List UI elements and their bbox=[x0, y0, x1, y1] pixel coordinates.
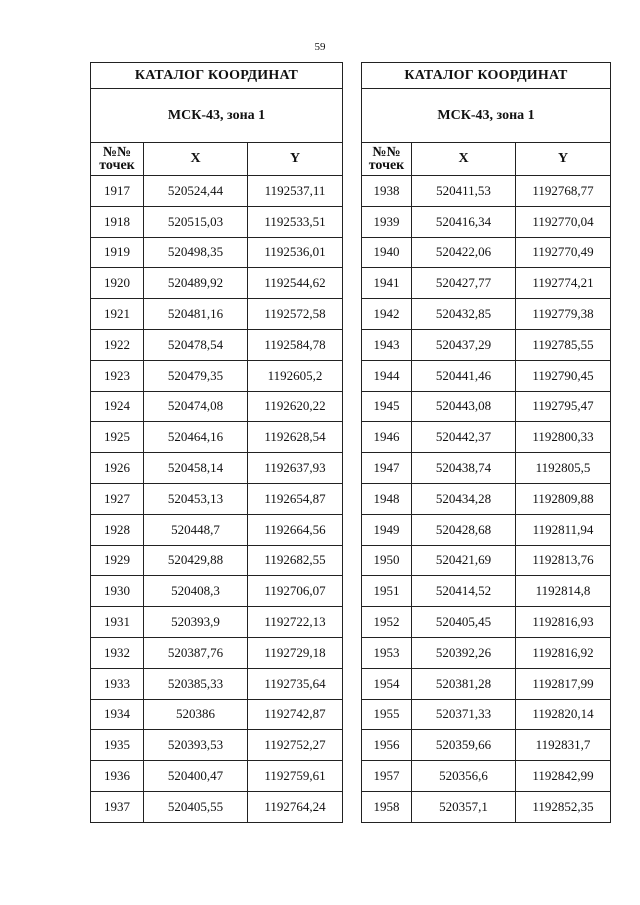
table-row bbox=[91, 453, 343, 484]
x-coordinate-cell: 520387,76 bbox=[144, 637, 248, 668]
column-header-x: X bbox=[144, 143, 248, 176]
column-header-point-number: №№ точек bbox=[91, 143, 144, 176]
x-coordinate-cell: 520416,34 bbox=[412, 206, 516, 237]
page-number: 59 bbox=[314, 41, 326, 53]
x-coordinate-cell: 520524,44 bbox=[144, 176, 248, 207]
point-number-cell: 1926 bbox=[91, 453, 144, 484]
x-coordinate-cell: 520443,08 bbox=[412, 391, 516, 422]
x-coordinate-cell: 520421,69 bbox=[412, 545, 516, 576]
point-number-cell: 1929 bbox=[91, 545, 144, 576]
y-coordinate-cell: 1192814,8 bbox=[516, 576, 611, 607]
x-coordinate-cell: 520441,46 bbox=[412, 360, 516, 391]
x-coordinate-cell: 520359,66 bbox=[412, 730, 516, 761]
point-number-cell: 1940 bbox=[362, 237, 412, 268]
table-row bbox=[91, 237, 343, 268]
table-row bbox=[362, 237, 611, 268]
point-number-cell: 1918 bbox=[91, 206, 144, 237]
table-row bbox=[91, 668, 343, 699]
point-number-cell: 1920 bbox=[91, 268, 144, 299]
x-coordinate-cell: 520371,33 bbox=[412, 699, 516, 730]
x-coordinate-cell: 520458,14 bbox=[144, 453, 248, 484]
table-row bbox=[362, 545, 611, 576]
point-number-cell: 1942 bbox=[362, 299, 412, 330]
point-number-cell: 1958 bbox=[362, 791, 412, 822]
table-row bbox=[91, 576, 343, 607]
x-coordinate-cell: 520414,52 bbox=[412, 576, 516, 607]
x-coordinate-cell: 520405,55 bbox=[144, 791, 248, 822]
table-row bbox=[362, 360, 611, 391]
x-coordinate-cell: 520438,74 bbox=[412, 453, 516, 484]
x-coordinate-cell: 520478,54 bbox=[144, 329, 248, 360]
x-coordinate-cell: 520422,06 bbox=[412, 237, 516, 268]
point-number-cell: 1943 bbox=[362, 329, 412, 360]
y-coordinate-cell: 1192537,11 bbox=[248, 176, 343, 207]
catalog-title: КАТАЛОГ КООРДИНАТ bbox=[91, 63, 343, 89]
table-row bbox=[362, 483, 611, 514]
table-row bbox=[362, 268, 611, 299]
table-row bbox=[362, 637, 611, 668]
table-row bbox=[362, 699, 611, 730]
point-number-cell: 1953 bbox=[362, 637, 412, 668]
x-coordinate-cell: 520408,3 bbox=[144, 576, 248, 607]
y-coordinate-cell: 1192813,76 bbox=[516, 545, 611, 576]
table-row bbox=[91, 360, 343, 391]
point-number-cell: 1944 bbox=[362, 360, 412, 391]
point-number-cell: 1930 bbox=[91, 576, 144, 607]
coordinate-catalog-table-right bbox=[361, 62, 611, 823]
table-row bbox=[91, 514, 343, 545]
x-coordinate-cell: 520411,53 bbox=[412, 176, 516, 207]
x-coordinate-cell: 520474,08 bbox=[144, 391, 248, 422]
point-number-cell: 1928 bbox=[91, 514, 144, 545]
x-coordinate-cell: 520393,9 bbox=[144, 607, 248, 638]
y-coordinate-cell: 1192770,04 bbox=[516, 206, 611, 237]
column-header-point-number: №№ точек bbox=[362, 143, 412, 176]
table-row bbox=[91, 299, 343, 330]
y-coordinate-cell: 1192768,77 bbox=[516, 176, 611, 207]
table-row bbox=[362, 791, 611, 822]
point-number-cell: 1956 bbox=[362, 730, 412, 761]
point-number-cell: 1945 bbox=[362, 391, 412, 422]
x-coordinate-cell: 520428,68 bbox=[412, 514, 516, 545]
coordinate-catalog-table-left bbox=[90, 62, 343, 823]
table-row bbox=[91, 699, 343, 730]
x-coordinate-cell: 520432,85 bbox=[412, 299, 516, 330]
table-row bbox=[362, 668, 611, 699]
y-coordinate-cell: 1192536,01 bbox=[248, 237, 343, 268]
y-coordinate-cell: 1192817,99 bbox=[516, 668, 611, 699]
y-coordinate-cell: 1192774,21 bbox=[516, 268, 611, 299]
table-row bbox=[91, 391, 343, 422]
y-coordinate-cell: 1192779,38 bbox=[516, 299, 611, 330]
catalog-title: КАТАЛОГ КООРДИНАТ bbox=[362, 63, 611, 89]
point-number-cell: 1949 bbox=[362, 514, 412, 545]
x-coordinate-cell: 520405,45 bbox=[412, 607, 516, 638]
y-coordinate-cell: 1192605,2 bbox=[248, 360, 343, 391]
y-coordinate-cell: 1192682,55 bbox=[248, 545, 343, 576]
y-coordinate-cell: 1192800,33 bbox=[516, 422, 611, 453]
point-number-cell: 1952 bbox=[362, 607, 412, 638]
table-row bbox=[362, 329, 611, 360]
table-row bbox=[362, 391, 611, 422]
y-coordinate-cell: 1192533,51 bbox=[248, 206, 343, 237]
table-row bbox=[91, 607, 343, 638]
y-coordinate-cell: 1192544,62 bbox=[248, 268, 343, 299]
table-row bbox=[91, 329, 343, 360]
y-coordinate-cell: 1192752,27 bbox=[248, 730, 343, 761]
y-coordinate-cell: 1192842,99 bbox=[516, 761, 611, 792]
y-coordinate-cell: 1192809,88 bbox=[516, 483, 611, 514]
point-number-cell: 1932 bbox=[91, 637, 144, 668]
y-coordinate-cell: 1192795,47 bbox=[516, 391, 611, 422]
table-row bbox=[91, 268, 343, 299]
point-number-cell: 1922 bbox=[91, 329, 144, 360]
y-coordinate-cell: 1192637,93 bbox=[248, 453, 343, 484]
y-coordinate-cell: 1192816,93 bbox=[516, 607, 611, 638]
x-coordinate-cell: 520515,03 bbox=[144, 206, 248, 237]
table-row bbox=[362, 299, 611, 330]
table-row bbox=[91, 176, 343, 207]
y-coordinate-cell: 1192584,78 bbox=[248, 329, 343, 360]
point-number-cell: 1950 bbox=[362, 545, 412, 576]
x-coordinate-cell: 520437,29 bbox=[412, 329, 516, 360]
x-coordinate-cell: 520356,6 bbox=[412, 761, 516, 792]
x-coordinate-cell: 520357,1 bbox=[412, 791, 516, 822]
table-row bbox=[362, 453, 611, 484]
table-row bbox=[91, 637, 343, 668]
x-coordinate-cell: 520489,92 bbox=[144, 268, 248, 299]
point-number-cell: 1931 bbox=[91, 607, 144, 638]
column-header-x: X bbox=[412, 143, 516, 176]
column-header-y: Y bbox=[516, 143, 611, 176]
point-number-cell: 1936 bbox=[91, 761, 144, 792]
x-coordinate-cell: 520453,13 bbox=[144, 483, 248, 514]
point-number-cell: 1935 bbox=[91, 730, 144, 761]
y-coordinate-cell: 1192852,35 bbox=[516, 791, 611, 822]
table-row bbox=[362, 576, 611, 607]
y-coordinate-cell: 1192628,54 bbox=[248, 422, 343, 453]
y-coordinate-cell: 1192759,61 bbox=[248, 761, 343, 792]
point-number-cell: 1941 bbox=[362, 268, 412, 299]
point-number-cell: 1939 bbox=[362, 206, 412, 237]
column-header-y: Y bbox=[248, 143, 343, 176]
x-coordinate-cell: 520434,28 bbox=[412, 483, 516, 514]
y-coordinate-cell: 1192620,22 bbox=[248, 391, 343, 422]
y-coordinate-cell: 1192831,7 bbox=[516, 730, 611, 761]
point-number-cell: 1954 bbox=[362, 668, 412, 699]
point-number-cell: 1919 bbox=[91, 237, 144, 268]
table-row bbox=[362, 176, 611, 207]
point-number-cell: 1946 bbox=[362, 422, 412, 453]
table-row bbox=[362, 206, 611, 237]
table-row bbox=[362, 422, 611, 453]
x-coordinate-cell: 520386 bbox=[144, 699, 248, 730]
point-number-cell: 1957 bbox=[362, 761, 412, 792]
point-number-cell: 1933 bbox=[91, 668, 144, 699]
y-coordinate-cell: 1192764,24 bbox=[248, 791, 343, 822]
x-coordinate-cell: 520400,47 bbox=[144, 761, 248, 792]
x-coordinate-cell: 520448,7 bbox=[144, 514, 248, 545]
point-number-cell: 1947 bbox=[362, 453, 412, 484]
y-coordinate-cell: 1192805,5 bbox=[516, 453, 611, 484]
point-number-cell: 1921 bbox=[91, 299, 144, 330]
table-row bbox=[362, 607, 611, 638]
table-row bbox=[362, 514, 611, 545]
point-number-cell: 1955 bbox=[362, 699, 412, 730]
x-coordinate-cell: 520385,33 bbox=[144, 668, 248, 699]
x-coordinate-cell: 520381,28 bbox=[412, 668, 516, 699]
point-number-cell: 1924 bbox=[91, 391, 144, 422]
table-row bbox=[91, 761, 343, 792]
y-coordinate-cell: 1192722,13 bbox=[248, 607, 343, 638]
y-coordinate-cell: 1192770,49 bbox=[516, 237, 611, 268]
point-number-cell: 1927 bbox=[91, 483, 144, 514]
x-coordinate-cell: 520429,88 bbox=[144, 545, 248, 576]
x-coordinate-cell: 520393,53 bbox=[144, 730, 248, 761]
table-row bbox=[91, 206, 343, 237]
table-row bbox=[91, 483, 343, 514]
table-row bbox=[91, 791, 343, 822]
table-row bbox=[91, 545, 343, 576]
table-row bbox=[91, 730, 343, 761]
x-coordinate-cell: 520427,77 bbox=[412, 268, 516, 299]
x-coordinate-cell: 520442,37 bbox=[412, 422, 516, 453]
y-coordinate-cell: 1192790,45 bbox=[516, 360, 611, 391]
point-number-cell: 1934 bbox=[91, 699, 144, 730]
table-row bbox=[362, 761, 611, 792]
point-number-cell: 1937 bbox=[91, 791, 144, 822]
y-coordinate-cell: 1192654,87 bbox=[248, 483, 343, 514]
y-coordinate-cell: 1192735,64 bbox=[248, 668, 343, 699]
y-coordinate-cell: 1192664,56 bbox=[248, 514, 343, 545]
coordinate-system-zone: МСК-43, зона 1 bbox=[362, 89, 611, 143]
x-coordinate-cell: 520481,16 bbox=[144, 299, 248, 330]
x-coordinate-cell: 520479,35 bbox=[144, 360, 248, 391]
point-number-cell: 1925 bbox=[91, 422, 144, 453]
y-coordinate-cell: 1192742,87 bbox=[248, 699, 343, 730]
x-coordinate-cell: 520392,26 bbox=[412, 637, 516, 668]
table-row bbox=[91, 422, 343, 453]
y-coordinate-cell: 1192811,94 bbox=[516, 514, 611, 545]
point-number-cell: 1923 bbox=[91, 360, 144, 391]
point-number-cell: 1917 bbox=[91, 176, 144, 207]
y-coordinate-cell: 1192706,07 bbox=[248, 576, 343, 607]
y-coordinate-cell: 1192816,92 bbox=[516, 637, 611, 668]
table-row bbox=[362, 730, 611, 761]
y-coordinate-cell: 1192785,55 bbox=[516, 329, 611, 360]
point-number-cell: 1948 bbox=[362, 483, 412, 514]
y-coordinate-cell: 1192572,58 bbox=[248, 299, 343, 330]
point-number-cell: 1938 bbox=[362, 176, 412, 207]
y-coordinate-cell: 1192729,18 bbox=[248, 637, 343, 668]
x-coordinate-cell: 520498,35 bbox=[144, 237, 248, 268]
x-coordinate-cell: 520464,16 bbox=[144, 422, 248, 453]
point-number-cell: 1951 bbox=[362, 576, 412, 607]
y-coordinate-cell: 1192820,14 bbox=[516, 699, 611, 730]
coordinate-system-zone: МСК-43, зона 1 bbox=[91, 89, 343, 143]
